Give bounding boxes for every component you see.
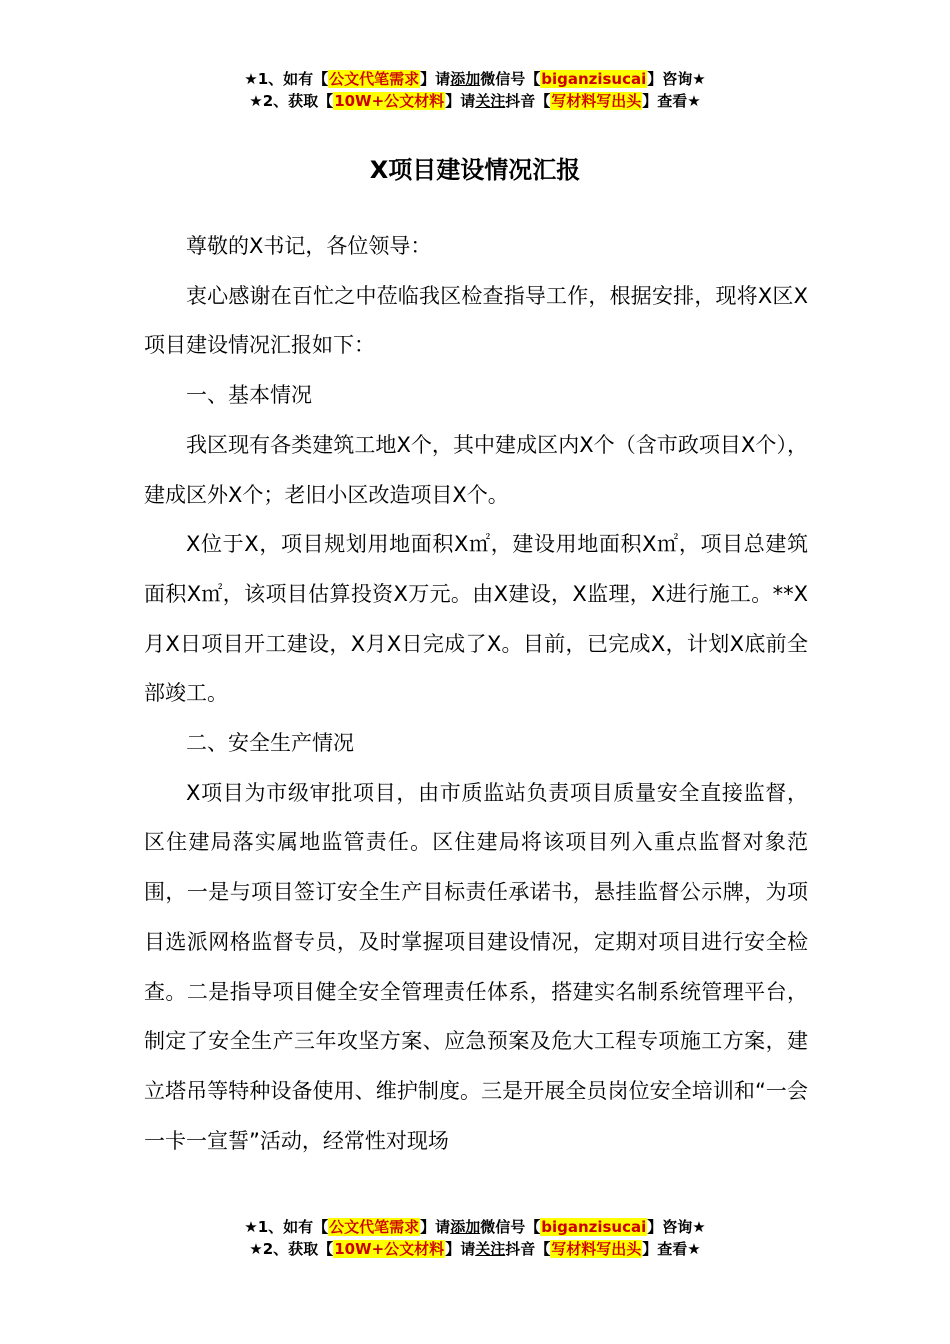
underlined-add: 添加 bbox=[450, 1218, 481, 1236]
underlined-add: 添加 bbox=[450, 70, 481, 88]
highlight-service: 公文代笔需求 bbox=[329, 70, 420, 88]
highlight-douyin-account: 写材料写出头 bbox=[551, 92, 642, 110]
paragraph-sites: 我区现有各类建筑工地X个，其中建成区内X个（含市政项目X个），建成区外X个；老旧小区改造项目X个。 bbox=[144, 432, 808, 507]
highlight-wechat-id: biganzisucai bbox=[541, 1218, 647, 1236]
promo-line-2: ★2、获取【10W+公文材料】请关注抖音【写材料写出头】查看★ bbox=[249, 92, 701, 110]
underlined-follow: 关注 bbox=[475, 1240, 506, 1258]
promo-banner-top bbox=[0, 68, 950, 112]
promo-line-1: ★1、如有【公文代笔需求】请添加微信号【biganzisucai】咨询★ bbox=[244, 1218, 706, 1236]
highlight-materials: 10W+公文材料 bbox=[334, 92, 445, 110]
promo-banner-bottom bbox=[0, 1216, 950, 1260]
highlight-wechat-id: biganzisucai bbox=[541, 70, 647, 88]
intro-paragraph: 衷心感谢在百忙之中莅临我区检查指导工作，根据安排，现将X区X项目建设情况汇报如下： bbox=[144, 283, 808, 358]
section-heading-safety: 二、安全生产情况 bbox=[186, 731, 354, 756]
salutation: 尊敬的X书记，各位领导： bbox=[186, 234, 432, 258]
highlight-materials: 10W+公文材料 bbox=[334, 1240, 445, 1258]
underlined-follow: 关注 bbox=[475, 92, 506, 110]
paragraph-safety: X项目为市级审批项目，由市质监站负责项目质量安全直接监督，区住建局落实属地监管责任。区住建局将该项目列入重点监督对象范围，一是与项目签订安全生产目标责任承诺书，悬挂监督公示牌，为项目选派网格监督专员，及时掌握项目建设情况，定期对项目进行安全检查。二是指导项目健全安全管理责任体系，搭建实名制系统管理平台，制定了安全生产三年攻坚方案、应急预案及危大工程专项施工方案，建立塔吊等特种设备使用、维护制度。三是开展全员岗位安全培训和“一会一卡一宣誓”活动，经常性对现场 bbox=[144, 780, 808, 1153]
paragraph-project: X位于X，项目规划用地面积X㎡，建设用地面积X㎡，项目总建筑面积X㎡，该项目估算投资X万元。由X建设，X监理，X进行施工。**X月X日项目开工建设，X月X日完成了X。目前，已完成X，计划X底前全部竣工。 bbox=[144, 532, 808, 706]
section-heading-basic: 一、基本情况 bbox=[186, 383, 312, 408]
document-body bbox=[144, 222, 808, 1166]
document-title: X项目建设情况汇报 bbox=[369, 156, 581, 184]
highlight-douyin-account: 写材料写出头 bbox=[551, 1240, 642, 1258]
highlight-service: 公文代笔需求 bbox=[329, 1218, 420, 1236]
promo-line-2: ★2、获取【10W+公文材料】请关注抖音【写材料写出头】查看★ bbox=[249, 1240, 701, 1258]
promo-line-1: ★1、如有【公文代笔需求】请添加微信号【biganzisucai】咨询★ bbox=[244, 70, 706, 88]
